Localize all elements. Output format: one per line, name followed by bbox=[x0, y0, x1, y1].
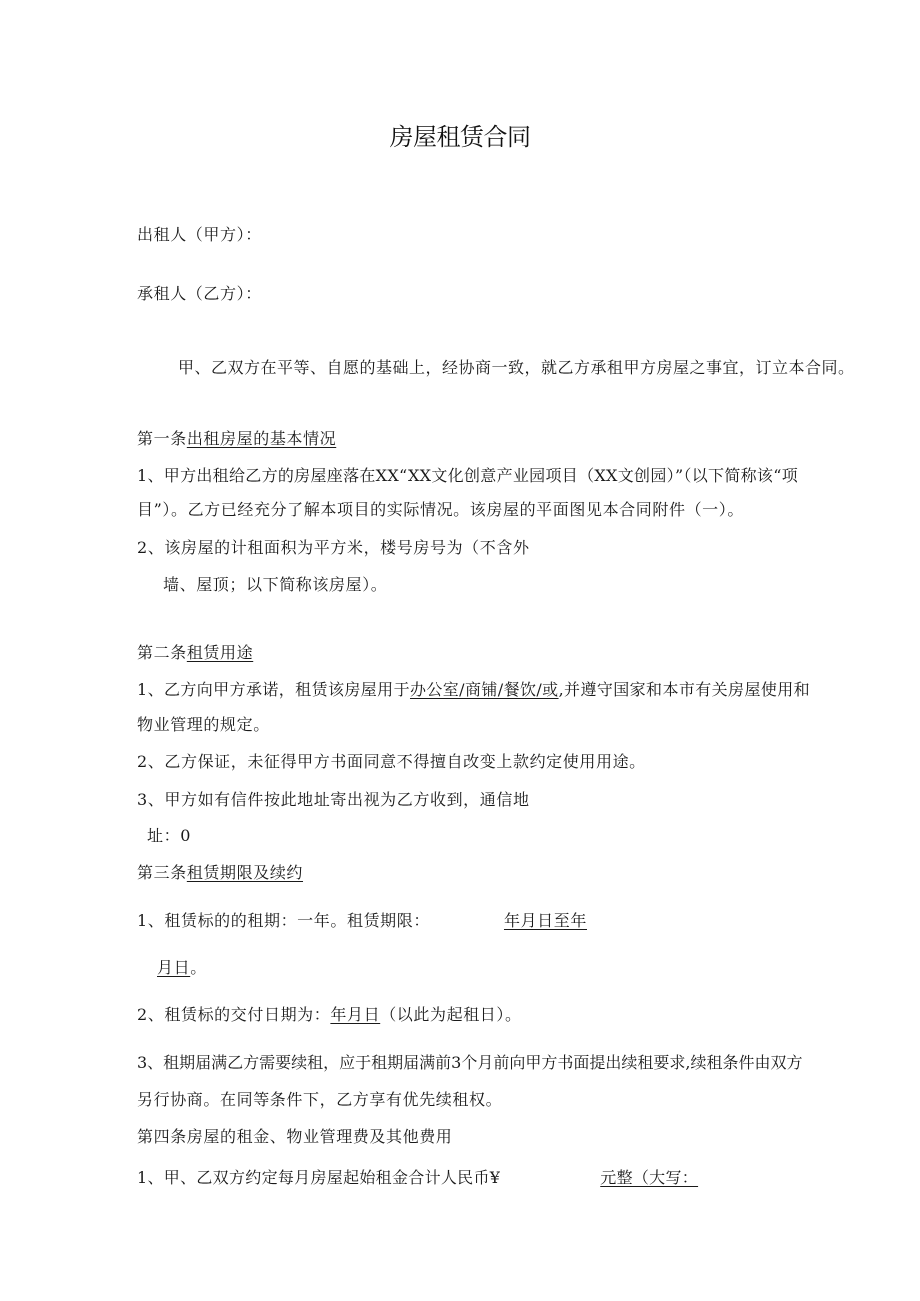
rent-amount-field bbox=[500, 1168, 698, 1187]
article-2-clause-3-line-1: 3、甲方如有信件按此地址寄出视为乙方收到，通信地 bbox=[137, 790, 530, 809]
article-2-clause-1-text-a: 1、乙方向甲方承诺，租赁该房屋用于 bbox=[137, 680, 410, 699]
article-1-title bbox=[137, 429, 336, 449]
article-3-clause-3-line-1: 3、租期届满乙方需要续租，应于租期届满前3个月前向甲方书面提出续租要求,续租条件由双方 bbox=[137, 1053, 803, 1072]
article-4-clause-1 bbox=[137, 1168, 698, 1188]
article-2-prefix: 第二条 bbox=[137, 643, 187, 662]
term-date-range: 年月日至年 bbox=[503, 911, 587, 930]
usage-options: 办公室/商铺/餐饮/或 bbox=[409, 680, 559, 699]
article-3-clause-2 bbox=[137, 1005, 522, 1025]
article-3-clause-1-text: 1、租赁标的的租期：一年。租赁期限： bbox=[137, 911, 430, 930]
article-1-clause-1-line-1: 1、甲方出租给乙方的房屋座落在XX“XX文化创意产业园项目（XX文创园）”（以下简称该“项 bbox=[137, 466, 799, 485]
rent-uppercase-label: 元整（大写： bbox=[600, 1168, 699, 1187]
article-2-clause-1-text-c: ,并遵守国家和本市有关房屋使用和 bbox=[558, 680, 811, 699]
article-2-heading: 租赁用途 bbox=[186, 643, 254, 662]
article-3-clause-2-text: 2、租赁标的交付日期为： bbox=[137, 1005, 331, 1024]
page-title: 房屋租赁合同 bbox=[389, 123, 531, 151]
lessor-line: 出租人（甲方）： bbox=[137, 225, 262, 244]
lessee-line: 承租人（乙方）： bbox=[137, 284, 262, 303]
article-2-clause-1-line-1 bbox=[137, 680, 810, 700]
article-3-title bbox=[137, 863, 303, 883]
article-3-clause-3-line-2: 另行协商。在同等条件下，乙方享有优先续租权。 bbox=[137, 1090, 503, 1109]
article-3-clause-2-note: （以此为起租日）。 bbox=[380, 1005, 522, 1024]
article-1-heading: 出租房屋的基本情况 bbox=[186, 429, 337, 448]
article-1-clause-2-line-1: 2、该房屋的计租面积为平方米，楼号房号为（不含外 bbox=[137, 538, 530, 557]
article-3-heading: 租赁期限及续约 bbox=[186, 863, 304, 882]
article-2-clause-1-line-2: 物业管理的规定。 bbox=[137, 715, 270, 734]
article-1-clause-1-line-2: 目”）。乙方已经充分了解本项目的实际情况。该房屋的平面图见本合同附件（一）。 bbox=[137, 500, 744, 519]
article-3-clause-1-line-2 bbox=[157, 958, 207, 978]
article-1-clause-2-line-2: 墙、屋顶；以下简称该房屋）。 bbox=[163, 575, 388, 594]
article-1-prefix: 第一条 bbox=[137, 429, 187, 448]
article-2-clause-3-line-2: 址：0 bbox=[147, 826, 191, 845]
intro-paragraph: 甲、乙双方在平等、自愿的基础上，经协商一致，就乙方承租甲方房屋之事宜，订立本合同。 bbox=[178, 358, 855, 377]
term-end-date: 月日 bbox=[157, 958, 191, 977]
article-4-title: 第四条房屋的租金、物业管理费及其他费用 bbox=[137, 1127, 453, 1146]
article-2-title bbox=[137, 643, 253, 663]
delivery-date: 年月日 bbox=[330, 1005, 381, 1024]
article-3-clause-1-line-1 bbox=[137, 911, 587, 931]
term-end-punct: 。 bbox=[190, 958, 207, 977]
article-3-prefix: 第三条 bbox=[137, 863, 187, 882]
article-4-clause-1-text: 1、甲、乙双方约定每月房屋起始租金合计人民币¥ bbox=[137, 1168, 501, 1187]
article-2-clause-2: 2、乙方保证，未征得甲方书面同意不得擅自改变上款约定使用用途。 bbox=[137, 752, 646, 771]
